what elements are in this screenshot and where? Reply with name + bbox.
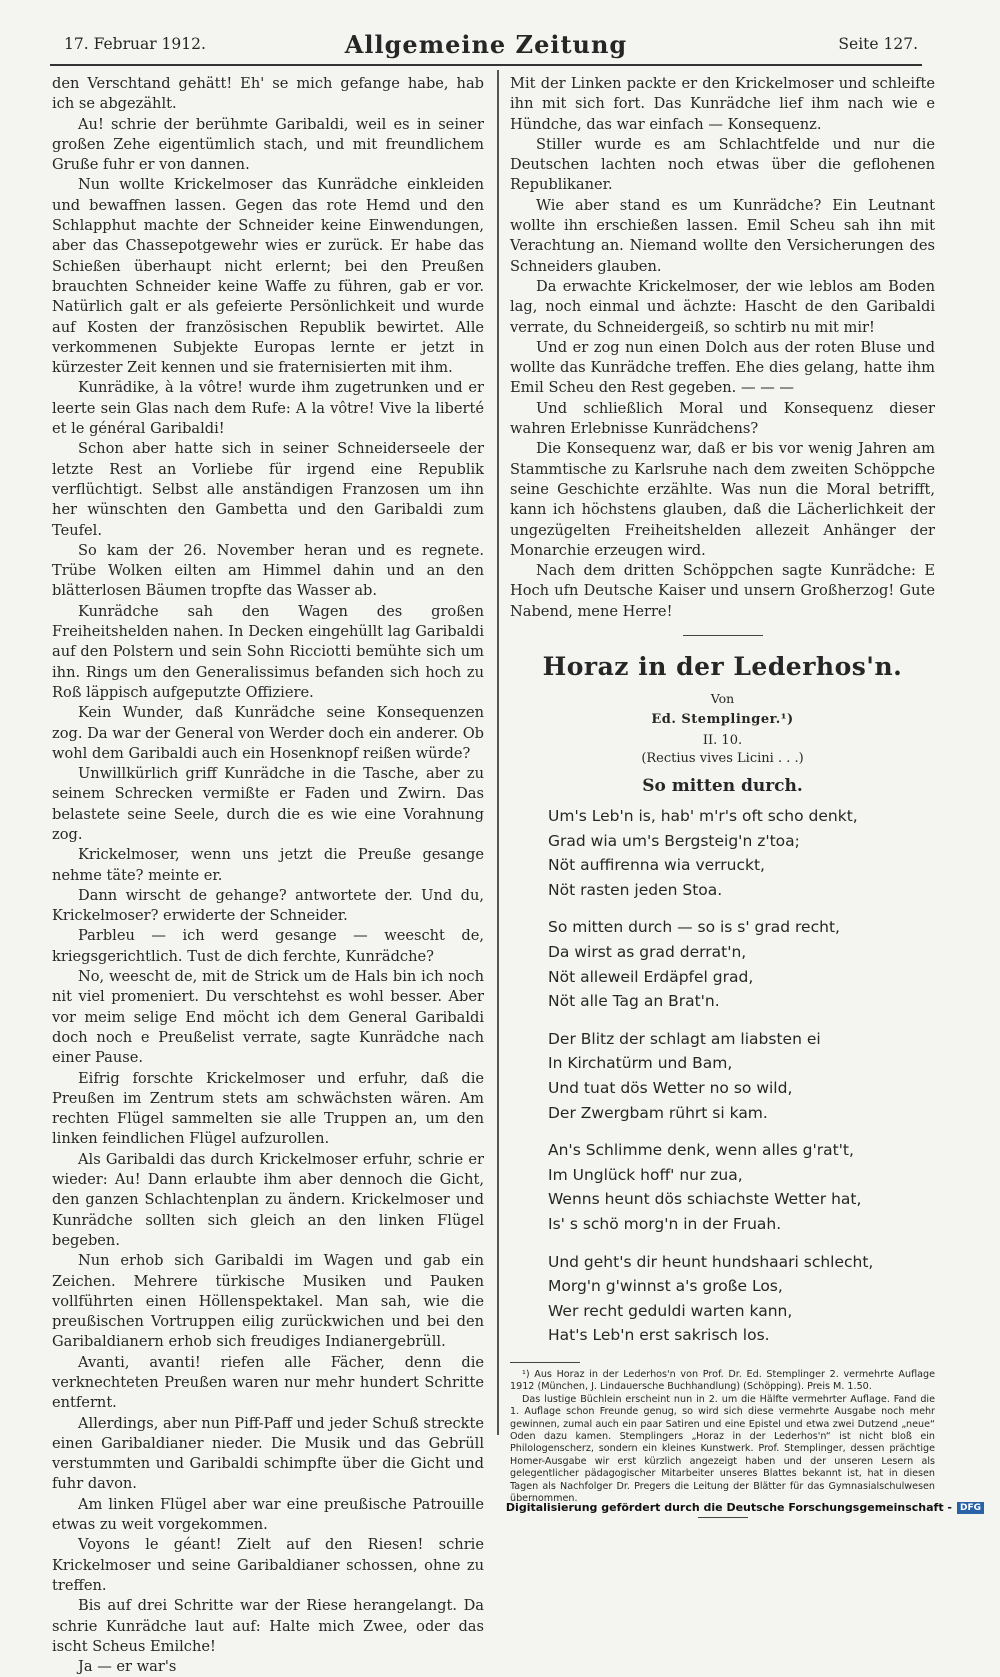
- poem-line: Wenns heunt dös schiachste Wetter hat,: [548, 1190, 862, 1209]
- left-column: [52, 74, 484, 1677]
- paragraph: Bis auf drei Schritte war der Riese herangelangt. Da schrie Kunrädche laut auf: Halte mich Zwee, oder das ischt Scheus Emilche!: [52, 1597, 484, 1655]
- header-date: 17. Februar 1912.: [64, 35, 206, 53]
- poem-line: So mitten durch — so is s' grad recht,: [548, 918, 840, 937]
- poem-stanza: [548, 1138, 935, 1236]
- poem-line: Nöt alleweil Erdäpfel grad,: [548, 967, 754, 986]
- footnote-text: ¹) Aus Horaz in der Lederhos'n von Prof. Dr. Ed. Stemplinger 2. vermehrte Auflage 1912 (München, J. Lindauersche Buchhandlung) (Schöpping). Preis M. 1.50.: [510, 1368, 935, 1393]
- page-number: Seite 127.: [838, 35, 918, 53]
- paragraph: Kunrädche sah den Wagen des großen Freiheitshelden nahen. In Decken eingehüllt lag Garibaldi auf den Polstern und sein Sohn Ricciotti bemühte sich um ihn. Rings um den Generalissimus befanden sich hoch zu Roß läppisch aufgeputzte Offiziere.: [52, 602, 484, 701]
- poem-line: Und tuat dös Wetter no so wild,: [548, 1078, 793, 1097]
- column-divider: [497, 70, 499, 1435]
- paragraph: Parbleu — ich werd gesange — weescht de, kriegsgerichtlich. Tust de dich ferchte, Kunrädche?: [52, 927, 484, 965]
- section-divider: [683, 635, 763, 636]
- page-header: [50, 28, 922, 66]
- paragraph: Mit der Linken packte er den Krickelmoser und schleifte ihn mit sich fort. Das Kunrädche lief ihm nach wie e Hündche, das war einfach — Konsequenz.: [510, 75, 935, 133]
- paragraph: Da erwachte Krickelmoser, der wie leblos am Boden lag, noch einmal und ächzte: Hascht de den Garibaldi verrate, du Schneidergeiß, so schtirb nu mit mir!: [510, 277, 935, 336]
- paragraph: den Verschtand gehätt! Eh' se mich gefange habe, hab ich se abgezählt.: [52, 75, 484, 113]
- poem-stanza: [548, 804, 935, 902]
- footer-text: Digitalisierung gefördert durch die Deutsche Forschungsgemeinschaft -: [505, 1501, 952, 1514]
- poem-heading: So mitten durch.: [642, 776, 803, 797]
- poem-line: Und geht's dir heunt hundshaari schlecht,: [548, 1252, 874, 1271]
- right-column: [510, 74, 935, 1518]
- poem-author: Ed. Stemplinger.¹): [651, 712, 794, 728]
- poem-number: II. 10.: [702, 733, 743, 749]
- poem-line: Der Blitz der schlagt am liabsten ei: [548, 1029, 821, 1048]
- paragraph: Dann wirscht de gehange? antwortete der. Und du, Krickelmoser? erwiderte der Schneider.: [52, 886, 484, 925]
- poem-line: An's Schlimme denk, wenn alles g'rat't,: [548, 1141, 854, 1160]
- paragraph: Kunrädike, à la vôtre! wurde ihm zugetrunken und er leerte sein Glas nach dem Rufe: A la vôtre! Vive la liberté et le général Garibaldi!: [52, 379, 484, 438]
- paragraph: Krickelmoser, wenn uns jetzt die Preuße gesange nehme täte? meinte er.: [52, 846, 484, 884]
- poem-line: Der Zwergbam rührt si kam.: [548, 1103, 768, 1122]
- poem-subtitle: (Rectius vives Licini . . .): [641, 751, 804, 767]
- footnote: [510, 1369, 935, 1505]
- paragraph: Stiller wurde es am Schlachtfelde und nur die Deutschen lachten noch etwas über die geflohenen Republikaner.: [510, 135, 935, 194]
- paragraph: Au! schrie der berühmte Garibaldi, weil es in seiner großen Zehe eigentümlich stach, und mit freundlichem Gruße fuhr er von dannen.: [52, 115, 484, 174]
- paragraph: Und schließlich Moral und Konsequenz dieser wahren Erlebnisse Kunrädchens?: [510, 399, 935, 438]
- poem-line: Nöt rasten jeden Stoa.: [548, 880, 723, 899]
- digitization-footer: [506, 1501, 984, 1514]
- paragraph: Und er zog nun einen Dolch aus der roten Bluse und wollte das Kunrädche treffen. Ehe dies gelang, hatte ihm Emil Scheu den Rest gegeben. — — —: [510, 338, 935, 397]
- poem-stanza: [548, 915, 935, 1013]
- poem-line: Nöt alle Tag an Brat'n.: [548, 992, 720, 1011]
- poem-line: Im Unglück hoff' nur zua,: [548, 1165, 743, 1184]
- poem-line: Nöt auffirenna wia verruckt,: [548, 856, 765, 875]
- paragraph: Avanti, avanti! riefen alle Fächer, denn die verknechteten Preußen waren nur mehr hundert Schritte entfernt.: [52, 1353, 484, 1412]
- poem-stanza: [548, 1027, 935, 1125]
- dfg-logo: DFG: [957, 1502, 984, 1514]
- end-divider: [698, 1517, 748, 1518]
- paragraph: Voyons le géant! Zielt auf den Riesen! schrie Krickelmoser und seine Garibaldianer schossen, ohne zu treffen.: [52, 1536, 484, 1594]
- paragraph: Unwillkürlich griff Kunrädche in die Tasche, aber zu seinem Schrecken vermißte er Faden und Zwirn. Das belastete seine Seele, durch die es wie eine Vorahnung zog.: [52, 765, 484, 843]
- paragraph: Schon aber hatte sich in seiner Schneiderseele der letzte Rest an Vorliebe für irgend eine Republik verflüchtigt. Selbst alle anständigen Franzosen um ihn her wünschten den Gambetta und den Garibaldi zum Teufel.: [52, 440, 484, 539]
- paragraph: Wie aber stand es um Kunrädche? Ein Leutnant wollte ihn erschießen lassen. Emil Scheu sah ihn mit Verachtung an. Niemand wollte den Versicherungen des Schneiders glauben.: [510, 196, 935, 275]
- paragraph: Die Konsequenz war, daß er bis vor wenig Jahren am Stammtische zu Karlsruhe nach dem zweiten Schöppche seine Geschichte erzählte. Was nun die Moral betrifft, kann ich höchstens glauben, daß die Lächerlichkeit der ungezügelten Freiheitshelden allezeit Anhänger der Monarchie erzeugen wird.: [510, 440, 935, 559]
- footnote-divider: [510, 1362, 580, 1363]
- poem-line: Grad wia um's Bergsteig'n z'toa;: [548, 831, 800, 850]
- paragraph: Als Garibaldi das durch Krickelmoser erfuhr, schrie er wieder: Au! Dann erlaubte ihm aber dennoch die Gicht, den ganzen Schlachtenplan zu ändern. Krickelmoser und Kunrädche sollten sich gleich an den linken Flügel begeben.: [52, 1150, 484, 1249]
- poem-line: Da wirst as grad derrat'n,: [548, 942, 747, 961]
- poem-line: Um's Leb'n is, hab' m'r's oft scho denkt,: [548, 807, 858, 826]
- paragraph: No, weescht de, mit de Strick um de Hals bin ich noch nit viel promeniert. Du verschtehst es wohl besser. Aber vor meim selige End möcht ich dem General Garibaldi doch noch e Preußelist verrate, sagte Kunrädche nach einer Pause.: [52, 968, 484, 1067]
- poem-line: Hat's Leb'n erst sakrisch los.: [548, 1326, 770, 1345]
- paragraph: Kein Wunder, daß Kunrädche seine Konsequenzen zog. Da war der General von Werder doch ein anderer. Ob wohl dem Garibaldi auch ein Hosenknopf reißen würde?: [52, 704, 484, 762]
- poem-line: Wer recht geduldi warten kann,: [548, 1301, 793, 1320]
- poem-title: Horaz in der Lederhos'n.: [542, 652, 903, 682]
- paragraph: Nach dem dritten Schöppchen sagte Kunrädche: E Hoch ufn Deutsche Kaiser und unsern Großherzog! Gute Nabend, mene Herre!: [510, 562, 935, 620]
- poem-line: In Kirchatürm und Bam,: [548, 1054, 733, 1073]
- poem-stanza: [548, 1250, 935, 1348]
- paragraph: Ja — er war's: [78, 1658, 177, 1676]
- newspaper-title: Allgemeine Zeitung: [344, 30, 628, 59]
- paragraph: Nun wollte Krickelmoser das Kunrädche einkleiden und bewaffnen lassen. Gegen das rote Hemd und den Schlapphut machte der Schneider keine Einwendungen, aber das Chassepotgewehr wies er zurück. Er habe das Schießen überhaupt nicht erlernt; bei den Preußen brauchten Schneider keine Waffe zu führen, gab er vor. Natürlich galt er als gefeierte Persönlichkeit und wurde auf Kosten der französischen Republik bewirtet. Alle verkommenen Subjekte Europas lernte er jetzt in kürzester Zeit kennen und sie fraternisierten mit ihm.: [52, 176, 484, 377]
- poem-von: Von: [710, 691, 735, 707]
- paragraph: Nun erhob sich Garibaldi im Wagen und gab ein Zeichen. Mehrere türkische Musiken und Pauken vollführten einen Höllenspektakel. Man sah, wie die preußischen Vortruppen eilig zurückwichen und bei den Garibaldianern erhob sich freudiges Indianergebrüll.: [52, 1252, 484, 1351]
- paragraph: Eifrig forschte Krickelmoser und erfuhr, daß die Preußen im Zentrum stets am schwächsten wären. Am rechten Flügel sammelten sie alle Truppen an, um den linken feindlichen Flügel aufzurollen.: [52, 1069, 484, 1148]
- paragraph: Allerdings, aber nun Piff-Paff und jeder Schuß streckte einen Garibaldianer nieder. Die Musik und das Gebrüll verstummten und Garibaldi schimpfte über die Gicht und fuhr davon.: [52, 1414, 484, 1493]
- paragraph: So kam der 26. November heran und es regnete. Trübe Wolken eilten am Himmel dahin und an den blätterlosen Bäumen tropfte das Wasser ab.: [52, 541, 484, 600]
- poem-line: Is' s schö morg'n in der Fruah.: [548, 1214, 782, 1233]
- footnote-text: Das lustige Büchlein erscheint nun in 2. um die Hälfte vermehrter Auflage. Fand die 1. Auflage schon Freunde genug, so wird sich diese vermehrte Ausgabe noch mehr gewinnen, zumal auch ein paar Satiren und eine Epistel und etwa zwei Dutzend „neue“ Oden dazu kamen. Stemplingers „Horaz in der Lederhos'n“ ist nicht bloß ein Philologenscherz, sondern ein kleines Kunstwerk. Prof. Stemplinger, dessen prächtige Homer-Ausgabe wir erst kürzlich angezeigt haben und der unseren Lesern als gelegentlicher pädagogischer Mitarbeiter unseres Blattes bekannt ist, hat in diesen Tagen als Nachfolger Dr. Pregers die Leitung der Blätter für das Gymnasialschulwesen übernommen.: [510, 1393, 935, 1504]
- poem-line: Morg'n g'winnst a's große Los,: [548, 1277, 783, 1296]
- paragraph: Am linken Flügel aber war eine preußische Patrouille etwas zu weit vorgekommen.: [52, 1495, 484, 1534]
